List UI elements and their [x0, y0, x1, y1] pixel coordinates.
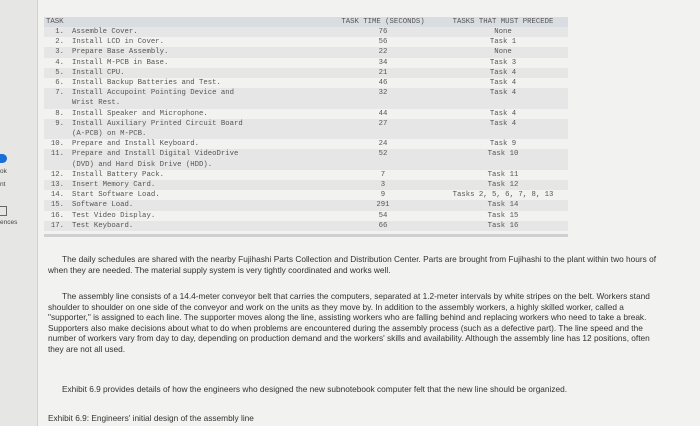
task-precede: Task 9 [489, 140, 517, 149]
header-task-time: TASK TIME (SECONDS) [328, 17, 438, 27]
task-text: Install Accupoint Pointing Device and [72, 89, 235, 98]
task-precede: Task 10 [487, 150, 519, 159]
task-time: 7 [380, 170, 386, 179]
task-text: Install Backup Batteries and Test. [72, 79, 221, 88]
task-time: 56 [378, 38, 388, 47]
paragraph-text: The assembly line consists of a 14.4-meter conveyor belt that carries the computers, separated at 1.2-meter intervals by white stripes on the belt. Workers stand shoulder to shoulder on one side of the conveyor and work on the units as they move by. In addition to the assembly workers, a highly skilled worker, called a "supporter," is assigned to each line. The supporter moves along the line, assisting workers who are falling behind and replacing workers who need to take a break. Supporters also make decisions about what to do when problems are encountered during the assembly process (such as a defective part). The line speed and the number of workers vary from day to day, depending on production demand and the workers' skills and availability. Although the assembly line has 12 positions, often they are not all used. [48, 291, 650, 354]
task-description [70, 37, 328, 47]
table-row [44, 139, 568, 149]
task-description [70, 47, 328, 57]
table-row [44, 58, 568, 68]
task-text: Insert Memory Card. [72, 181, 156, 190]
task-text: Assemble Cover. [72, 28, 138, 36]
task-text: Install Battery Pack. [72, 170, 164, 179]
task-precede: Task 11 [487, 170, 519, 179]
task-description [70, 170, 328, 180]
task-time: 24 [378, 140, 388, 149]
paragraph-text: Exhibit 6.9 provides details of how the engineers who designed the new subnotebook computer felt that the new line should be organized. [62, 384, 568, 394]
paragraph [48, 254, 658, 275]
paragraph [48, 384, 658, 395]
sidebar [0, 0, 38, 426]
book-icon [0, 206, 7, 216]
task-number: 15. [50, 201, 64, 210]
task-number: 7. [55, 89, 64, 98]
sidebar-item-references[interactable]: ences [0, 219, 18, 226]
table-row [44, 221, 568, 231]
task-time: 34 [378, 58, 388, 67]
table-row [44, 200, 568, 210]
table-row [44, 170, 568, 180]
task-text: Test Keyboard. [72, 221, 134, 230]
task-precede: Task 4 [489, 79, 517, 88]
document-content [38, 0, 700, 426]
task-precede: Task 4 [489, 89, 517, 98]
task-number: 2. [55, 38, 64, 47]
task-text: Prepare Base Assembly. [72, 48, 169, 57]
task-text: Install CPU. [72, 68, 125, 77]
task-time: 3 [380, 181, 386, 190]
task-precede: Task 4 [489, 109, 517, 118]
task-description [70, 149, 328, 169]
table-row [44, 37, 568, 47]
task-text: Prepare and Install Digital VideoDrive [72, 150, 239, 159]
task-time: 54 [378, 211, 388, 220]
task-time: 52 [378, 150, 388, 159]
task-table [44, 17, 568, 231]
task-time: 9 [380, 191, 386, 200]
table-row [44, 119, 568, 139]
task-description [70, 68, 328, 78]
task-time: 76 [378, 28, 388, 36]
task-time: 66 [378, 221, 388, 230]
task-text: Install M-PCB in Base. [72, 58, 169, 67]
task-number: 13. [50, 181, 64, 190]
table-row [44, 149, 568, 169]
table-row [44, 88, 568, 108]
task-precede: Task 14 [487, 201, 519, 210]
task-precede: Task 4 [489, 119, 517, 128]
task-precede: Task 1 [489, 38, 517, 47]
task-number: 14. [50, 191, 64, 200]
task-time: 22 [378, 48, 388, 57]
task-description [70, 211, 328, 221]
task-description [70, 88, 328, 108]
paragraph-text: The daily schedules are shared with the nearby Fujihashi Parts Collection and Distribution Center. Parts are brought from Fujihashi to the plant within two hours of when they are needed. The material supply system is very tightly coordinated and works well. [48, 254, 656, 275]
table-row [44, 78, 568, 88]
table-row [44, 211, 568, 221]
header-precede: TASKS THAT MUST PRECEDE [438, 17, 568, 27]
task-description [70, 119, 328, 139]
paragraph [48, 291, 658, 354]
table-bottom-rule [44, 234, 568, 237]
task-number: 11. [50, 150, 64, 159]
task-description [70, 221, 328, 231]
task-precede: None [494, 28, 512, 36]
task-precede: Task 15 [487, 211, 519, 220]
table-row [44, 190, 568, 200]
task-time: 44 [378, 109, 388, 118]
task-number: 5. [55, 68, 64, 77]
table-row [44, 68, 568, 78]
task-number: 1. [55, 28, 64, 36]
task-description [70, 180, 328, 190]
task-number: 17. [50, 221, 64, 230]
task-description [70, 109, 328, 119]
task-precede: None [494, 48, 512, 57]
task-description [70, 27, 328, 37]
task-number: 8. [55, 109, 64, 118]
task-precede: Task 3 [489, 58, 517, 67]
task-text: Start Software Load. [72, 191, 160, 200]
table-row [44, 180, 568, 190]
task-text: Prepare and Install Keyboard. [72, 140, 199, 149]
task-text-cont: (DVD) and Hard Disk Drive (HDD). [72, 160, 213, 169]
task-text-cont: (A-PCB) on M-PCB. [72, 130, 147, 139]
table-row [44, 47, 568, 57]
task-number: 10. [50, 140, 64, 149]
task-text: Install Speaker and Microphone. [72, 109, 208, 118]
task-text: Software Load. [72, 201, 134, 210]
task-number: 9. [55, 119, 64, 128]
task-text-cont: Wrist Rest. [72, 99, 121, 108]
task-time: 291 [376, 201, 390, 210]
sidebar-item-book[interactable]: ok [0, 168, 7, 175]
task-text: Install Auxiliary Printed Circuit Board [72, 119, 243, 128]
task-description [70, 78, 328, 88]
task-number: 4. [55, 58, 64, 67]
task-precede: Task 16 [487, 221, 519, 230]
task-time: 21 [378, 68, 388, 77]
task-number: 16. [50, 211, 64, 220]
exhibit-caption: Exhibit 6.9: Engineers' initial design of the assembly line [48, 413, 254, 423]
task-precede: Task 4 [489, 68, 517, 77]
task-text: Test Video Display. [72, 211, 156, 220]
task-description [70, 200, 328, 210]
header-task: TASK [44, 17, 328, 27]
task-precede: Tasks 2, 5, 6, 7, 8, 13 [452, 191, 554, 200]
task-text: Install LCD in Cover. [72, 38, 164, 47]
table-row [44, 27, 568, 37]
task-description [70, 58, 328, 68]
task-description [70, 190, 328, 200]
task-time: 46 [378, 79, 388, 88]
task-number: 3. [55, 48, 64, 57]
task-time: 27 [378, 119, 388, 128]
table-row [44, 109, 568, 119]
sidebar-item-content[interactable]: nt [0, 181, 6, 188]
task-number: 6. [55, 79, 64, 88]
task-description [70, 139, 328, 149]
task-number: 12. [50, 170, 64, 179]
selected-indicator-icon [0, 154, 7, 163]
task-precede: Task 12 [487, 181, 519, 190]
task-time: 32 [378, 89, 388, 98]
